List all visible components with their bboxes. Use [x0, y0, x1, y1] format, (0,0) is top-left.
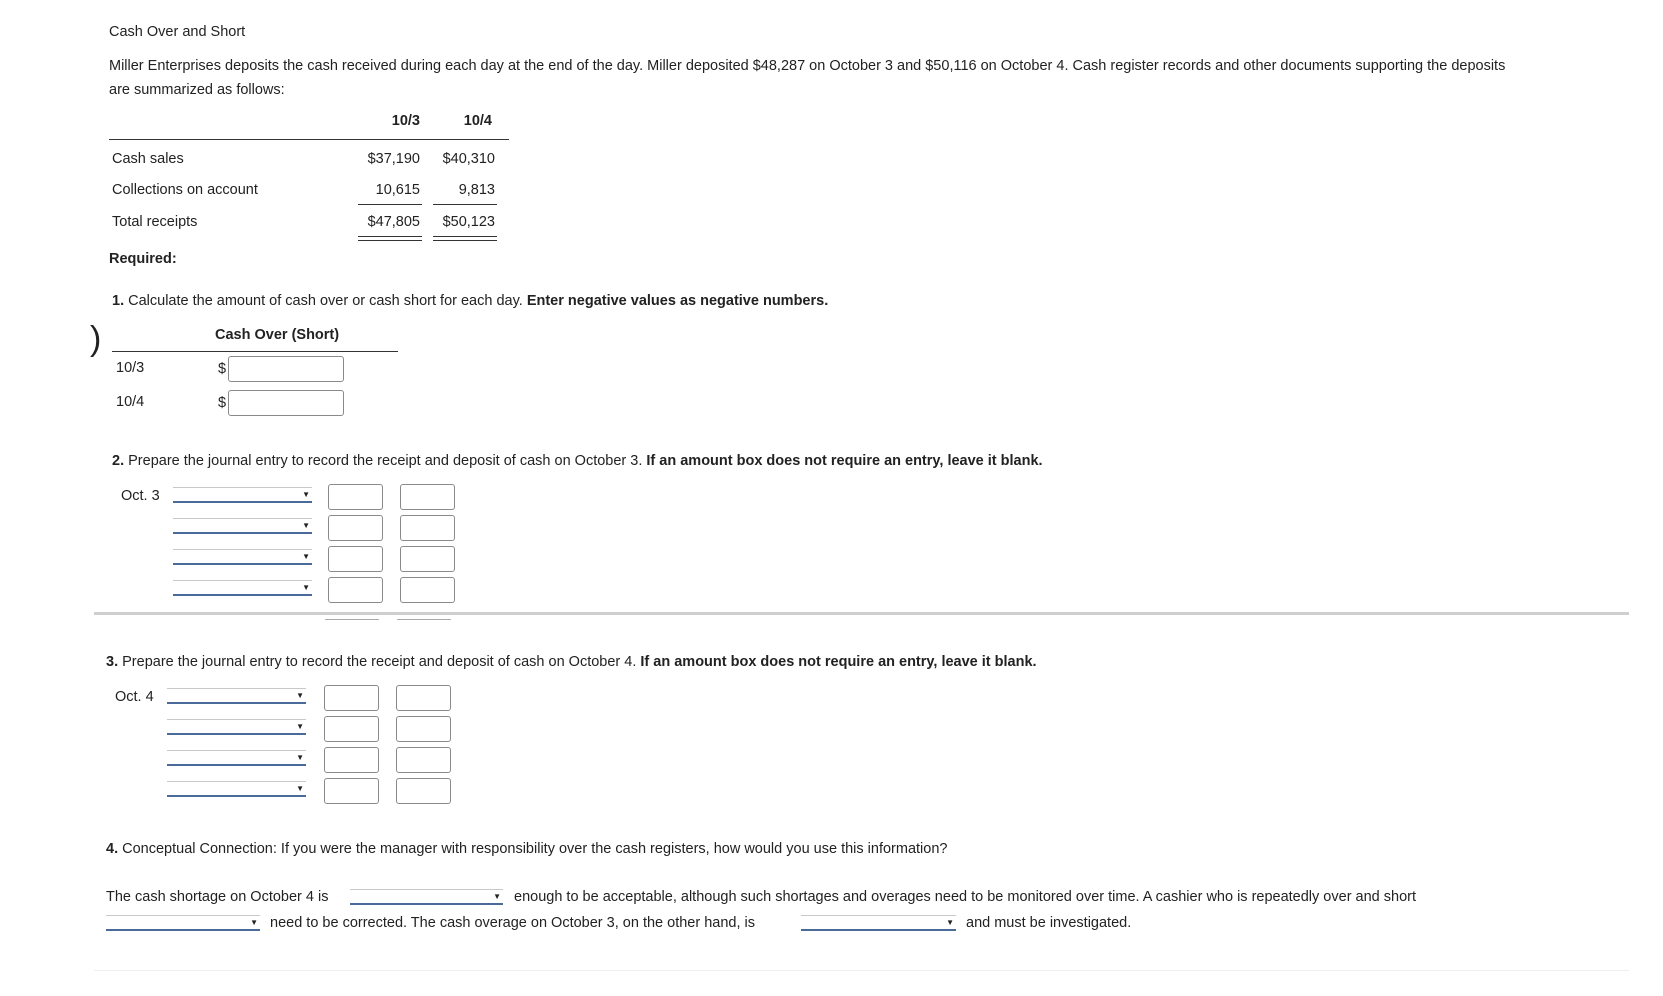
q2-account-select-3[interactable]	[173, 549, 312, 565]
q4-sentence-2: enough to be acceptable, although such shortages and overages need to be monitored over time. A cashier who is repeatedly over and short	[514, 889, 1417, 905]
chevron-down-icon: ▼	[302, 521, 310, 530]
total-10-4: $50,123	[442, 214, 495, 230]
q2-number: 2.	[112, 453, 125, 469]
q3-debit-input-4[interactable]	[324, 778, 379, 804]
cash-sales-10-4: $40,310	[442, 151, 495, 167]
q3-date-label: Oct. 4	[115, 689, 154, 705]
chevron-down-icon: ▼	[296, 753, 304, 762]
q1-row-label-10-4: 10/4	[116, 394, 145, 410]
q3-credit-input-4[interactable]	[396, 778, 451, 804]
q3-number: 3.	[106, 654, 119, 670]
chevron-down-icon: ▼	[296, 722, 304, 731]
q1-number: 1.	[112, 293, 125, 309]
q2-prompt	[112, 453, 1043, 469]
q2-credit-input-3[interactable]	[400, 546, 455, 572]
chevron-down-icon: ▼	[302, 583, 310, 592]
col-header-10-4: 10/4	[463, 113, 492, 129]
q3-text: Prepare the journal entry to record the receipt and deposit of cash on October 4.	[122, 654, 637, 670]
q4-select-2[interactable]	[106, 915, 260, 931]
table-header-rule	[109, 139, 509, 140]
q1-prompt	[112, 293, 828, 309]
q2-debit-input-3[interactable]	[328, 546, 383, 572]
q4-sentence-3: need to be corrected. The cash overage on October 3, on the other hand, is	[270, 915, 755, 931]
q3-credit-input-3[interactable]	[396, 747, 451, 773]
chevron-down-icon: ▼	[250, 918, 258, 927]
intro-text: Miller Enterprises deposits the cash received during each day at the end of the day. Miller deposited $48,287 on October 3 and $50,116 on October 4. Cash register records and other documents supporting the deposits	[109, 58, 1506, 74]
q2-date-label: Oct. 3	[121, 488, 160, 504]
row-label-collections: Collections on account	[112, 182, 258, 198]
q2-credit-input-1[interactable]	[400, 484, 455, 510]
q2-credit-input-4[interactable]	[400, 577, 455, 603]
total-double-rule-10-4	[433, 236, 497, 241]
subtotal-rule-10-3	[358, 204, 422, 205]
q2-debit-input-1[interactable]	[328, 484, 383, 510]
q2-account-select-1[interactable]	[173, 487, 312, 503]
collections-10-3: 10,615	[375, 182, 420, 198]
row-label-cash-sales: Cash sales	[112, 151, 184, 167]
total-double-rule-10-3	[358, 236, 422, 241]
q1-currency-10-3: $	[218, 361, 227, 377]
q3-debit-input-1[interactable]	[324, 685, 379, 711]
q4-sentence-1: The cash shortage on October 4 is	[106, 889, 329, 905]
q3-account-select-1[interactable]	[167, 688, 306, 704]
chevron-down-icon: ▼	[296, 784, 304, 793]
q4-select-3[interactable]	[801, 915, 956, 931]
cash-over-short-input-10-3[interactable]	[228, 356, 344, 382]
intro-text-cont: are summarized as follows:	[109, 82, 285, 98]
partial-box-edge	[325, 619, 379, 620]
q4-text: Conceptual Connection: If you were the manager with responsibility over the cash registers, how would you use this information?	[122, 841, 948, 857]
q1-header-rule	[112, 351, 398, 352]
cash-over-short-header: Cash Over (Short)	[215, 327, 340, 343]
q1-row-label-10-3: 10/3	[116, 360, 145, 376]
page-title: Cash Over and Short	[109, 24, 246, 40]
q2-account-select-4[interactable]	[173, 580, 312, 596]
cash-over-short-input-10-4[interactable]	[228, 390, 344, 416]
chevron-down-icon: ▼	[302, 552, 310, 561]
bottom-divider	[94, 970, 1629, 971]
collections-10-4: 9,813	[458, 182, 495, 198]
q2-debit-input-4[interactable]	[328, 577, 383, 603]
q2-debit-input-2[interactable]	[328, 515, 383, 541]
q3-prompt	[106, 654, 1037, 670]
subtotal-rule-10-4	[433, 204, 497, 205]
partial-box-edge	[397, 619, 451, 620]
q1-text: Calculate the amount of cash over or cash short for each day.	[128, 293, 523, 309]
chevron-down-icon: ▼	[296, 691, 304, 700]
row-label-total: Total receipts	[112, 214, 198, 230]
q4-select-1[interactable]	[350, 889, 503, 905]
q4-prompt	[106, 841, 947, 857]
chevron-down-icon: ▼	[493, 892, 501, 901]
q3-account-select-3[interactable]	[167, 750, 306, 766]
q3-credit-input-2[interactable]	[396, 716, 451, 742]
q3-credit-input-1[interactable]	[396, 685, 451, 711]
chevron-down-icon: ▼	[946, 918, 954, 927]
collapse-bracket-icon: )	[90, 320, 102, 358]
q2-credit-input-2[interactable]	[400, 515, 455, 541]
total-10-3: $47,805	[367, 214, 420, 230]
q1-instruction: Enter negative values as negative numbers.	[526, 293, 829, 309]
q3-account-select-4[interactable]	[167, 781, 306, 797]
q3-debit-input-3[interactable]	[324, 747, 379, 773]
q2-account-select-2[interactable]	[173, 518, 312, 534]
section-divider	[94, 612, 1629, 615]
q1-currency-10-4: $	[218, 395, 227, 411]
q2-instruction: If an amount box does not require an entry, leave it blank.	[646, 453, 1043, 469]
q3-instruction: If an amount box does not require an entry, leave it blank.	[640, 654, 1037, 670]
q4-number: 4.	[106, 841, 119, 857]
q4-sentence-4: and must be investigated.	[966, 915, 1132, 931]
required-heading: Required:	[109, 251, 177, 267]
q2-text: Prepare the journal entry to record the receipt and deposit of cash on October 3.	[128, 453, 643, 469]
col-header-10-3: 10/3	[391, 113, 420, 129]
q3-account-select-2[interactable]	[167, 719, 306, 735]
q3-debit-input-2[interactable]	[324, 716, 379, 742]
cash-sales-10-3: $37,190	[367, 151, 420, 167]
chevron-down-icon: ▼	[302, 490, 310, 499]
